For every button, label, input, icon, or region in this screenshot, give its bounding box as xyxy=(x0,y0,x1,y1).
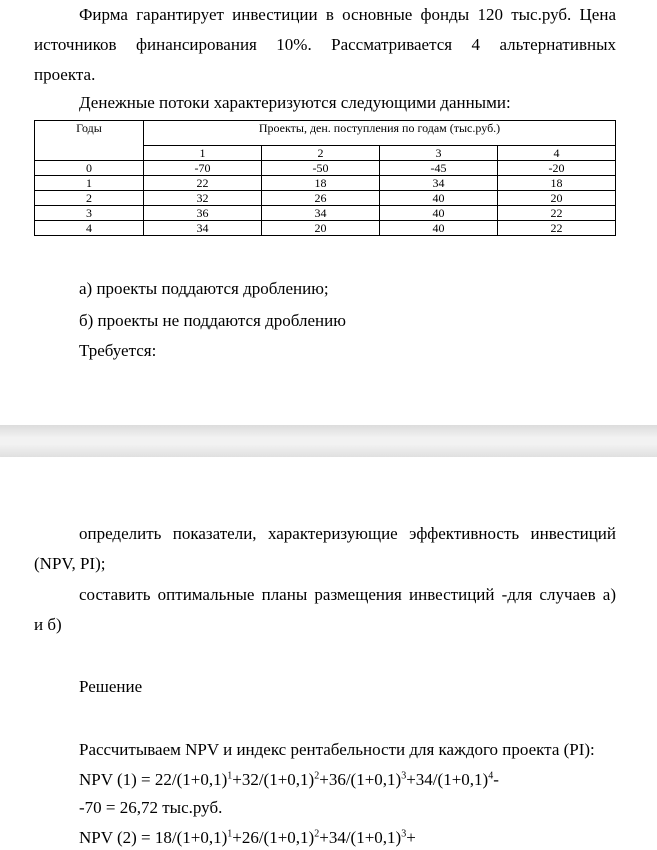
value-cell: 34 xyxy=(379,176,497,191)
project-number: 4 xyxy=(497,146,615,161)
page-break xyxy=(0,425,657,457)
project-number: 3 xyxy=(379,146,497,161)
solution-heading: Решение xyxy=(79,677,143,696)
exponent: 1 xyxy=(227,828,233,840)
value-cell: 20 xyxy=(497,191,615,206)
project-number: 1 xyxy=(144,146,262,161)
npv-1-term: +32/(1+0,1) xyxy=(232,770,315,789)
value-cell: 22 xyxy=(144,176,262,191)
npv-2-term: + xyxy=(406,828,416,847)
intro-line-1: Фирма гарантирует инвестиции в основные фонды 120 тыс.руб. Цена xyxy=(79,5,616,24)
task-item-1-line-1: определить показатели, характеризующие эффективность инвестиций xyxy=(79,524,616,543)
value-cell: 34 xyxy=(144,221,262,236)
case-b: б) проекты не поддаются дроблению xyxy=(79,311,346,330)
value-cell: -20 xyxy=(497,161,615,176)
exponent: 3 xyxy=(401,770,407,782)
npv-1-formula xyxy=(79,768,499,792)
year-cell: 3 xyxy=(35,206,144,221)
npv-1-term: +34/(1+0,1) xyxy=(406,770,489,789)
task-item-2-line-2: и б) xyxy=(34,615,62,634)
value-cell: 22 xyxy=(497,221,615,236)
value-cell: 36 xyxy=(144,206,262,221)
npv-2-term: +34/(1+0,1) xyxy=(319,828,402,847)
case-a: а) проекты поддаются дроблению; xyxy=(79,279,329,298)
value-cell: 22 xyxy=(497,206,615,221)
value-cell: 18 xyxy=(497,176,615,191)
task-item-2 xyxy=(34,580,616,640)
npv-1-result: -70 = 26,72 тыс.руб. xyxy=(79,798,223,817)
intro-line-3: проекта. xyxy=(34,65,96,84)
value-cell: -70 xyxy=(144,161,262,176)
year-cell: 2 xyxy=(35,191,144,206)
task-item-1-line-2: (NPV, PI); xyxy=(34,554,106,573)
npv-2-formula xyxy=(79,826,416,850)
exponent: 1 xyxy=(227,770,233,782)
table-row xyxy=(35,221,616,236)
npv-2-term: NPV (2) = 18/(1+0,1) xyxy=(79,828,228,847)
year-cell: 4 xyxy=(35,221,144,236)
exponent: 4 xyxy=(488,770,494,782)
projects-header: Проекты, ден. поступления по годам (тыс.руб.) xyxy=(144,121,616,146)
value-cell: 32 xyxy=(144,191,262,206)
table-row xyxy=(35,176,616,191)
value-cell: 34 xyxy=(261,206,379,221)
project-number: 2 xyxy=(261,146,379,161)
value-cell: 40 xyxy=(379,206,497,221)
npv-1-term: NPV (1) = 22/(1+0,1) xyxy=(79,770,228,789)
value-cell: 20 xyxy=(261,221,379,236)
value-cell: 40 xyxy=(379,221,497,236)
intro-line-2: источников финансирования 10%. Рассматривается 4 альтернативных xyxy=(34,35,616,54)
year-cell: 1 xyxy=(35,176,144,191)
table-caption: Денежные потоки характеризуются следующими данными: xyxy=(79,93,511,112)
npv-1-term: +36/(1+0,1) xyxy=(319,770,402,789)
table-row xyxy=(35,161,616,176)
year-column-header: Годы xyxy=(35,121,144,161)
value-cell: -45 xyxy=(379,161,497,176)
intro-paragraph xyxy=(34,0,616,90)
value-cell: -50 xyxy=(261,161,379,176)
document-page-2 xyxy=(0,457,657,847)
value-cell: 18 xyxy=(261,176,379,191)
npv-1-term: - xyxy=(493,770,499,789)
table-row xyxy=(35,206,616,221)
required-label: Требуется: xyxy=(79,341,157,360)
task-item-2-line-1: составить оптимальные планы размещения инвестиций -для случаев а) xyxy=(79,585,616,604)
task-item-1 xyxy=(34,519,616,579)
year-cell: 0 xyxy=(35,161,144,176)
value-cell: 26 xyxy=(261,191,379,206)
npv-2-term: +26/(1+0,1) xyxy=(232,828,315,847)
table-row xyxy=(35,191,616,206)
exponent: 2 xyxy=(314,828,320,840)
exponent: 3 xyxy=(401,828,407,840)
value-cell: 40 xyxy=(379,191,497,206)
cash-flow-table xyxy=(34,120,616,236)
exponent: 2 xyxy=(314,770,320,782)
solution-intro: Рассчитываем NPV и индекс рентабельности для каждого проекта (PI): xyxy=(79,740,595,759)
